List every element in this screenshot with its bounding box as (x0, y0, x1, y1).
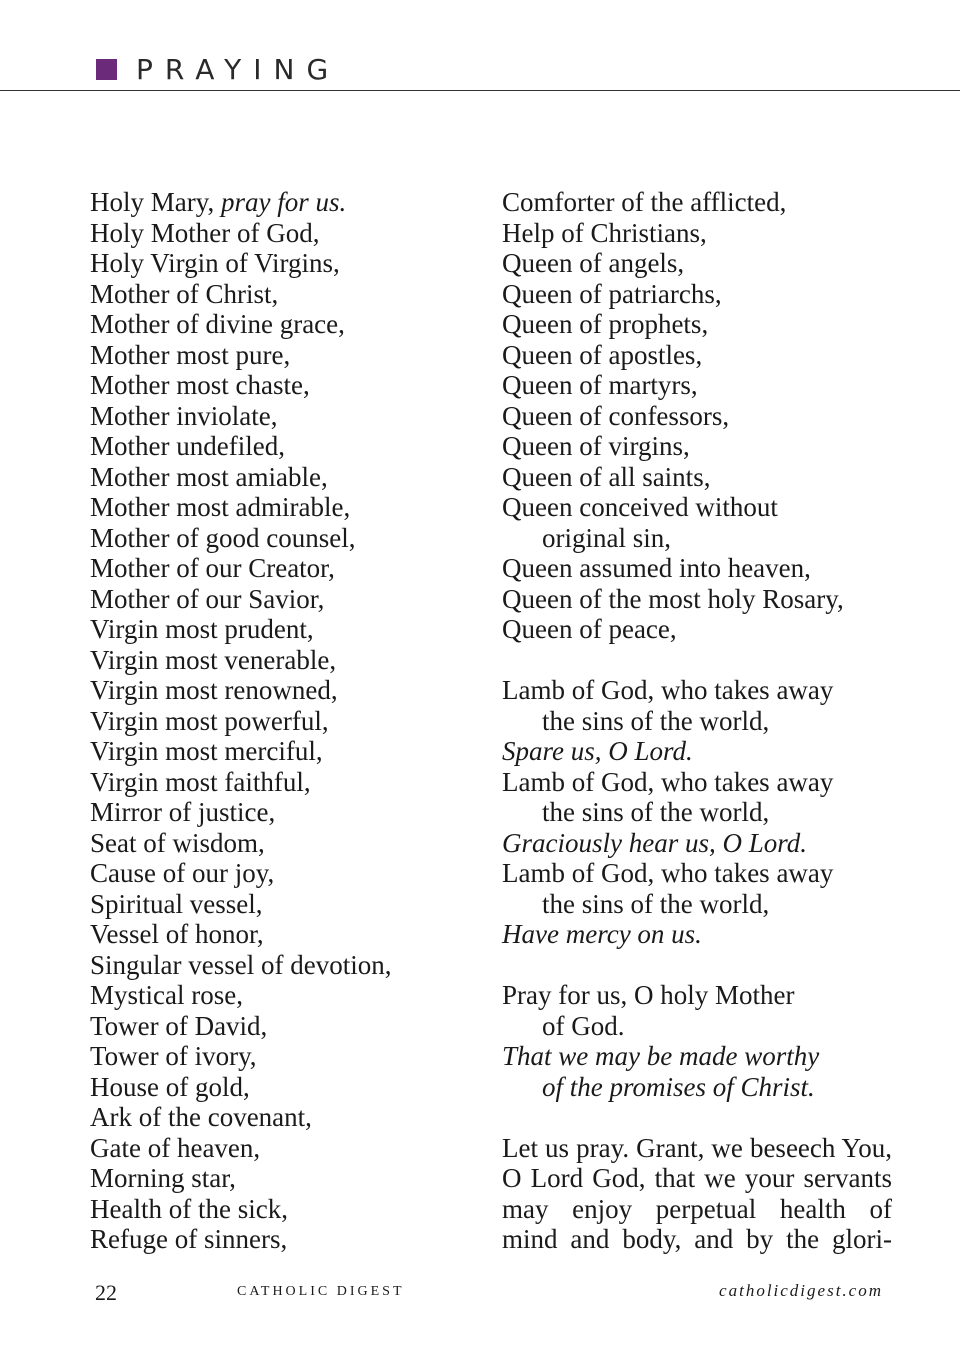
litany-line (90, 187, 470, 218)
agnus-dei-line: Lamb of God, who takes away (502, 858, 834, 888)
litany-line: Mother of Christ, (90, 278, 279, 309)
agnus-dei-line: Lamb of God, who takes away (502, 766, 834, 797)
litany-line: Mother most admirable, (90, 492, 351, 522)
litany-line: Morning star, (90, 1163, 236, 1193)
litany-line: Mother of our Creator, (90, 553, 335, 583)
litany-line: Queen assumed into heaven, (502, 553, 811, 583)
stanza-gap (502, 645, 892, 676)
litany-line: Seat of wisdom, (90, 827, 265, 858)
litany-line: Gate of heaven, (90, 1132, 261, 1163)
prayer-line: may enjoy perpetual health of (502, 1193, 892, 1224)
litany-line: Queen of prophets, (502, 309, 709, 339)
litany-line: Virgin most merciful, (90, 736, 323, 766)
litany-line: Virgin most renowned, (90, 675, 338, 705)
agnus-dei-line: Lamb of God, who takes away (502, 675, 834, 705)
page-header (0, 0, 960, 92)
litany-line: Queen of apostles, (502, 339, 703, 370)
agnus-dei-line-continued: the sins of the world, (542, 888, 770, 919)
litany-line: Singular vessel of devotion, (90, 949, 392, 980)
litany-line: Queen of patriarchs, (502, 278, 722, 309)
litany-line: Mother of our Savior, (90, 583, 325, 614)
prayer-line: Let us pray. Grant, we beseech You, (502, 1132, 892, 1163)
litany-line-continued: original sin, (542, 522, 671, 553)
litany-line: Queen of peace, (502, 614, 677, 644)
litany-line: Mother of divine grace, (90, 309, 345, 339)
left-column (90, 187, 470, 1255)
litany-line: Cause of our joy, (90, 858, 275, 888)
litany-line: Vessel of honor, (90, 919, 264, 949)
litany-line: Virgin most venerable, (90, 644, 337, 675)
litany-line: Help of Christians, (502, 217, 707, 248)
versicle-line: Pray for us, O holy Mother (502, 980, 795, 1010)
litany-line: Refuge of sinners, (90, 1224, 288, 1254)
litany-line: Queen of angels, (502, 248, 685, 278)
stanza-gap (502, 1102, 892, 1133)
litany-line: Tower of ivory, (90, 1041, 257, 1071)
litany-line: Mother of good counsel, (90, 522, 356, 553)
agnus-dei-line-continued: the sins of the world, (542, 705, 770, 736)
response-text: pray for us. (220, 187, 347, 217)
litany-line: Ark of the covenant, (90, 1102, 312, 1132)
litany-line: Mother most amiable, (90, 461, 328, 492)
litany-line: Mother undefiled, (90, 431, 285, 461)
response-line-continued: of the promises of Christ. (542, 1071, 815, 1102)
section-marker-square (96, 59, 117, 80)
stanza-gap (502, 950, 892, 981)
litany-line: Health of the sick, (90, 1193, 288, 1224)
litany-line: House of gold, (90, 1071, 250, 1102)
litany-line: Virgin most powerful, (90, 705, 329, 736)
response-line: That we may be made worthy (502, 1041, 820, 1071)
magazine-name: CATHOLIC DIGEST (237, 1284, 405, 1299)
litany-line: Queen of confessors, (502, 400, 730, 431)
litany-line: Comforter of the afflicted, (502, 187, 787, 217)
website-link[interactable]: catholicdigest.com (719, 1281, 883, 1300)
litany-line: Mother inviolate, (90, 400, 278, 431)
page-footer (0, 1270, 960, 1310)
litany-line: Mother most pure, (90, 339, 291, 370)
litany-line: Mystical rose, (90, 980, 243, 1010)
litany-line: Queen of all saints, (502, 461, 711, 492)
litany-line: Mirror of justice, (90, 797, 276, 827)
litany-line: Queen of the most holy Rosary, (502, 583, 844, 614)
versicle-line-continued: of God. (542, 1010, 625, 1041)
litany-line: Holy Mother of God, (90, 217, 320, 248)
response-line: Have mercy on us. (502, 919, 702, 949)
litany-line: Virgin most prudent, (90, 614, 314, 644)
litany-line: Spiritual vessel, (90, 888, 263, 919)
litany-line: Queen of virgins, (502, 431, 690, 461)
page-number: 22 (95, 1280, 117, 1305)
response-line: Graciously hear us, O Lord. (502, 827, 808, 858)
litany-line: Queen conceived without (502, 492, 778, 522)
response-line: Spare us, O Lord. (502, 736, 693, 766)
prayer-line: mind and body, and by the glori- (502, 1224, 892, 1254)
litany-line: Holy Virgin of Virgins, (90, 248, 340, 278)
litany-line: Tower of David, (90, 1010, 268, 1041)
header-rule (0, 90, 960, 91)
litany-line: Virgin most faithful, (90, 766, 311, 797)
prayer-line: O Lord God, that we your servants (502, 1163, 892, 1193)
litany-line: Queen of martyrs, (502, 370, 698, 400)
agnus-dei-line-continued: the sins of the world, (542, 797, 770, 827)
litany-line: Mother most chaste, (90, 370, 310, 400)
right-column (502, 187, 892, 1255)
section-title: PRAYING (136, 53, 341, 86)
litany-line-text: Holy Mary, (90, 187, 221, 217)
